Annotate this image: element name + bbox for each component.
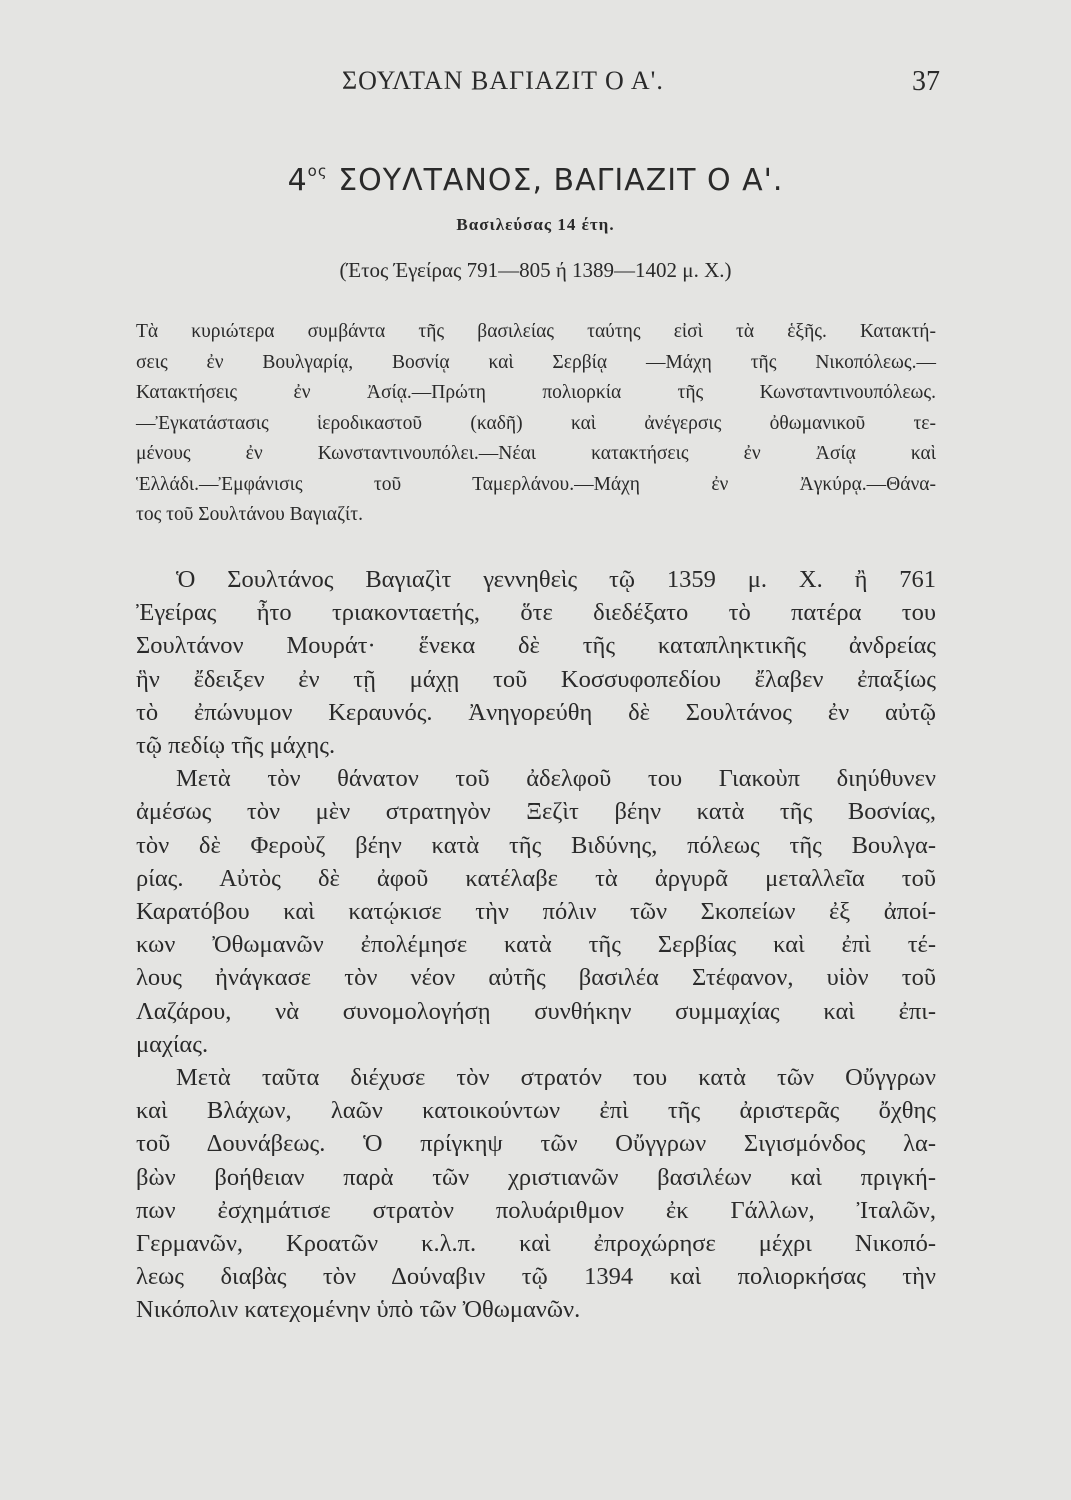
reign-duration: Βασιλεύσας 14 έτη. xyxy=(456,215,615,234)
chapter-number: 4 xyxy=(287,163,308,198)
body-line: ἀμέσως τὸν μὲν στρατηγὸν Ξεζὶτ βέην κατὰ τῆς Βοσνίας, xyxy=(136,798,936,826)
body-line: καὶ Βλάχων, λαῶν κατοικούντων ἐπὶ τῆς ἀριστερᾶς ὄχθης xyxy=(136,1097,936,1125)
chapter-number-suffix: ος xyxy=(307,162,328,180)
body-line: τῷ πεδίῳ τῆς μάχης. xyxy=(136,732,336,760)
body-line: Σουλτάνον Μουράτ· ἕνεκα δὲ τῆς καταπληκτικῆς ἀνδρείας xyxy=(136,632,936,660)
summary-line: μένους ἐν Κωνσταντινουπόλει.—Νέαι κατακτήσεις ἐν Ἀσίᾳ καὶ xyxy=(136,443,936,464)
page-number: 37 xyxy=(912,66,940,97)
body-line: τὸ ἐπώνυμον Κεραυνός. Ἀνηγορεύθη δὲ Σουλτάνος ἐν αὐτῷ xyxy=(136,698,936,726)
body-line: Μετὰ ταῦτα διέχυσε τὸν στρατόν του κατὰ τῶν Οὔγγρων xyxy=(176,1064,936,1092)
summary-line: Κατακτήσεις ἐν Ἀσίᾳ.—Πρώτη πολιορκία τῆς Κωνσταντινουπόλεως. xyxy=(136,382,936,403)
body-line: βὼν βοήθειαν παρὰ τῶν χριστιανῶν βασιλέων καὶ πριγκή- xyxy=(136,1163,936,1191)
body-line: Μετὰ τὸν θάνατον τοῦ ἀδελφοῦ του Γιακοὺπ διηύθυνεν xyxy=(176,765,936,793)
body-line: πων ἐσχημάτισε στρατὸν πολυάριθμον ἐκ Γάλλων, Ἰταλῶν, xyxy=(136,1196,936,1224)
summary-line: τος τοῦ Σουλτάνου Βαγιαζίτ. xyxy=(136,504,363,525)
summary-line: σεις ἐν Βουλγαρίᾳ, Βοσνίᾳ καὶ Σερβίᾳ —Μάχη τῆς Νικοπόλεως.— xyxy=(136,351,936,373)
running-title: ΣΟΥΛΤΑΝ ΒΑΓΙΑΖΙΤ Ο Α'. xyxy=(342,66,664,95)
body-line: λους ἠνάγκασε τὸν νέον αὐτῆς βασιλέα Στέφανον, υἱὸν τοῦ xyxy=(136,964,936,992)
body-line: Λαζάρου, νὰ συνομολογήσῃ συνθήκην συμμαχίας καὶ ἐπι- xyxy=(136,997,936,1025)
reign-years: (Έτος Έγείρας 791—805 ή 1389—1402 μ. Χ.) xyxy=(339,258,732,282)
body-line: τὸν δὲ Φεροὺζ βέην κατὰ τῆς Βιδύνης, πόλεως τῆς Βουλγα- xyxy=(136,831,936,859)
chapter-title xyxy=(0,162,1071,198)
body-line: τοῦ Δουνάβεως. Ὁ πρίγκηψ τῶν Οὔγγρων Σιγισμόνδος λα- xyxy=(136,1130,936,1158)
body-text xyxy=(136,563,936,1327)
body-line: Γερμανῶν, Κροατῶν κ.λ.π. καὶ ἐπροχώρησε μέχρι Νικοπό- xyxy=(136,1230,936,1258)
body-line: Ἐγείρας ἦτο τριακονταετής, ὅτε διεδέξατο τὸ πατέρα του xyxy=(136,599,936,627)
running-head xyxy=(130,66,940,106)
summary-line: Ἑλλάδι.—Ἐμφάνισις τοῦ Ταμερλάνου.—Μάχη ἐν Ἀγκύρᾳ.—Θάνα- xyxy=(136,473,936,495)
body-line: ἣν ἔδειξεν ἐν τῇ μάχῃ τοῦ Κοσσυφοπεδίου ἔλαβεν ἐπαξίως xyxy=(136,665,936,693)
summary-line: Τὰ κυριώτερα συμβάντα τῆς βασιλείας ταύτης εἰσὶ τὰ ἑξῆς. Κατακτή- xyxy=(136,321,936,342)
body-line: μαχίας. xyxy=(136,1030,209,1058)
body-line: κων Ὀθωμανῶν ἐπολέμησε κατὰ τῆς Σερβίας καὶ ἐπὶ τέ- xyxy=(136,931,936,959)
summary-line: —Ἐγκατάστασις ἱεροδικαστοῦ (καδῆ) καὶ ἀνέγερσις ὀθωμανικοῦ τε- xyxy=(136,412,936,434)
body-line: λεως διαβὰς τὸν Δούναβιν τῷ 1394 καὶ πολιορκήσας τὴν xyxy=(136,1263,936,1291)
chapter-title-text: ΣΟΥΛΤΑΝΟΣ, ΒΑΓΙΑΖΙΤ Ο Α'. xyxy=(338,163,784,198)
body-line: Καρατόβου καὶ κατῴκισε τὴν πόλιν τῶν Σκοπείων ἐξ ἀποί- xyxy=(136,898,936,926)
chapter-summary xyxy=(136,317,936,531)
body-line: Νικόπολιν κατεχομένην ὑπὸ τῶν Ὀθωμανῶν. xyxy=(136,1296,581,1324)
body-line: ρίας. Αὐτὸς δὲ ἀφοῦ κατέλαβε τὰ ἀργυρᾶ μεταλλεῖα τοῦ xyxy=(136,864,936,892)
body-line: Ὁ Σουλτάνος Βαγιαζὶτ γεννηθεὶς τῷ 1359 μ. Χ. ἢ 761 xyxy=(176,566,936,593)
